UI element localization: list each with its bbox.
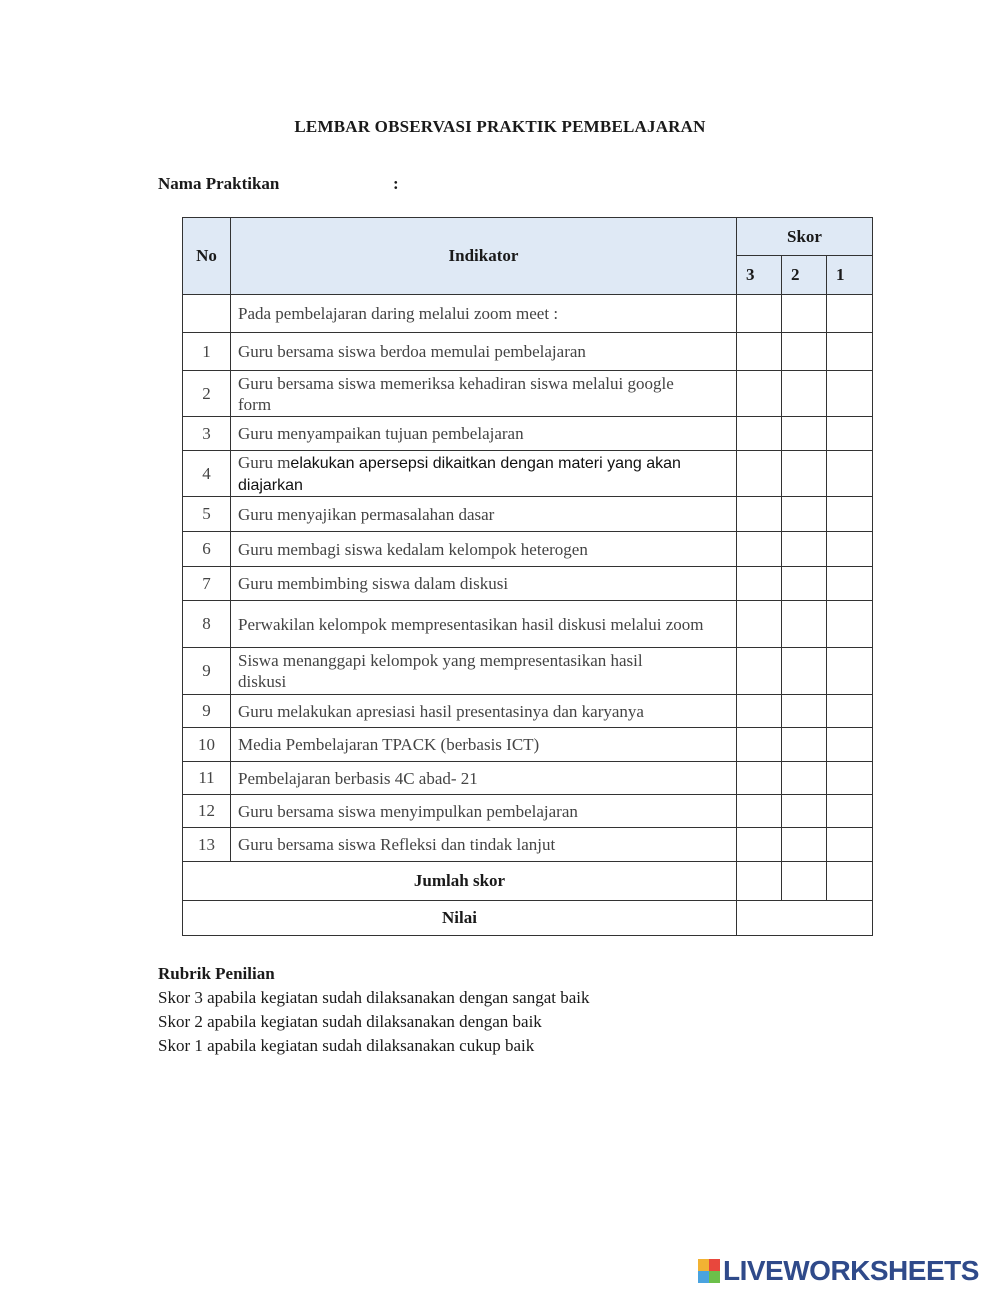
page-title: LEMBAR OBSERVASI PRAKTIK PEMBELAJARAN bbox=[294, 117, 706, 136]
score-cell-3[interactable] bbox=[737, 497, 782, 532]
table-header-row bbox=[183, 218, 873, 256]
nilai-row bbox=[183, 901, 873, 936]
table-row bbox=[183, 371, 873, 417]
table-row bbox=[183, 567, 873, 601]
score-cell-3[interactable] bbox=[737, 828, 782, 862]
rubrik-line: Skor 1 apabila kegiatan sudah dilaksanakan cukup baik bbox=[158, 1036, 535, 1055]
row-no: 3 bbox=[183, 417, 231, 451]
row-no: 13 bbox=[183, 828, 231, 862]
score-cell-3[interactable] bbox=[737, 695, 782, 728]
score-cell-3[interactable] bbox=[737, 371, 782, 417]
row-no: 1 bbox=[183, 333, 231, 371]
rubrik-line: Skor 2 apabila kegiatan sudah dilaksanakan dengan baik bbox=[158, 1012, 542, 1031]
score-cell-2[interactable] bbox=[782, 333, 827, 371]
score-cell-1[interactable] bbox=[827, 532, 873, 567]
row-no: 4 bbox=[183, 451, 231, 497]
row-no: 10 bbox=[183, 728, 231, 762]
rubrik-section bbox=[158, 962, 589, 1058]
score-cell-3[interactable] bbox=[737, 295, 782, 333]
jumlah-skor-cell-1[interactable] bbox=[827, 862, 873, 901]
score-cell-3[interactable] bbox=[737, 567, 782, 601]
score-cell-2[interactable] bbox=[782, 728, 827, 762]
observation-table bbox=[182, 217, 873, 936]
liveworksheets-logo-icon bbox=[698, 1259, 720, 1283]
row-indikator: Pada pembelajaran daring melalui zoom meet : bbox=[231, 295, 737, 333]
score-cell-2[interactable] bbox=[782, 695, 827, 728]
score-cell-2[interactable] bbox=[782, 532, 827, 567]
score-cell-1[interactable] bbox=[827, 601, 873, 648]
score-cell-3[interactable] bbox=[737, 601, 782, 648]
jumlah-skor-cell-3[interactable] bbox=[737, 862, 782, 901]
liveworksheets-logo-text: LIVEWORKSHEETS bbox=[723, 1255, 979, 1286]
table-row bbox=[183, 601, 873, 648]
row-indikator: Guru membimbing siswa dalam diskusi bbox=[231, 567, 737, 601]
score-cell-2[interactable] bbox=[782, 371, 827, 417]
score-cell-2[interactable] bbox=[782, 497, 827, 532]
header-indikator: Indikator bbox=[231, 218, 737, 295]
table-row bbox=[183, 795, 873, 828]
row-no: 6 bbox=[183, 532, 231, 567]
table-row bbox=[183, 695, 873, 728]
row-indikator: Pembelajaran berbasis 4C abad- 21 bbox=[231, 762, 737, 795]
score-cell-1[interactable] bbox=[827, 567, 873, 601]
jumlah-skor-row bbox=[183, 862, 873, 901]
score-cell-1[interactable] bbox=[827, 417, 873, 451]
row-indikator bbox=[231, 451, 737, 497]
table-row bbox=[183, 532, 873, 567]
score-cell-1[interactable] bbox=[827, 828, 873, 862]
score-cell-1[interactable] bbox=[827, 795, 873, 828]
table-row bbox=[183, 497, 873, 532]
row-no: 12 bbox=[183, 795, 231, 828]
row-no: 5 bbox=[183, 497, 231, 532]
row-no: 9 bbox=[183, 695, 231, 728]
skor-col-1: 1 bbox=[827, 256, 873, 295]
header-skor: Skor bbox=[737, 218, 873, 256]
score-cell-1[interactable] bbox=[827, 648, 873, 695]
score-cell-1[interactable] bbox=[827, 762, 873, 795]
skor-col-3: 3 bbox=[737, 256, 782, 295]
score-cell-2[interactable] bbox=[782, 295, 827, 333]
score-cell-2[interactable] bbox=[782, 762, 827, 795]
score-cell-3[interactable] bbox=[737, 648, 782, 695]
row-no bbox=[183, 295, 231, 333]
score-cell-2[interactable] bbox=[782, 648, 827, 695]
table-row bbox=[183, 333, 873, 371]
score-cell-3[interactable] bbox=[737, 795, 782, 828]
row-no: 11 bbox=[183, 762, 231, 795]
table-row bbox=[183, 451, 873, 497]
row-indikator: Guru bersama siswa Refleksi dan tindak lanjut bbox=[231, 828, 737, 862]
table-row bbox=[183, 828, 873, 862]
row-indikator: Guru bersama siswa berdoa memulai pembelajaran bbox=[231, 333, 737, 371]
score-cell-1[interactable] bbox=[827, 451, 873, 497]
score-cell-3[interactable] bbox=[737, 333, 782, 371]
rubrik-line: Skor 3 apabila kegiatan sudah dilaksanakan dengan sangat baik bbox=[158, 988, 590, 1007]
score-cell-3[interactable] bbox=[737, 728, 782, 762]
score-cell-1[interactable] bbox=[827, 333, 873, 371]
table-row bbox=[183, 417, 873, 451]
score-cell-2[interactable] bbox=[782, 451, 827, 497]
nilai-cell[interactable] bbox=[737, 901, 873, 936]
score-cell-3[interactable] bbox=[737, 417, 782, 451]
row-indikator: Perwakilan kelompok mempresentasikan hasil diskusi melalui zoom bbox=[231, 601, 737, 648]
score-cell-2[interactable] bbox=[782, 828, 827, 862]
row-indikator: Guru bersama siswa memeriksa kehadiran siswa melalui google form bbox=[231, 371, 737, 417]
table-row bbox=[183, 728, 873, 762]
score-cell-3[interactable] bbox=[737, 762, 782, 795]
score-cell-3[interactable] bbox=[737, 532, 782, 567]
score-cell-2[interactable] bbox=[782, 417, 827, 451]
score-cell-1[interactable] bbox=[827, 371, 873, 417]
row-indikator: Media Pembelajaran TPACK (berbasis ICT) bbox=[231, 728, 737, 762]
jumlah-skor-cell-2[interactable] bbox=[782, 862, 827, 901]
skor-col-2: 2 bbox=[782, 256, 827, 295]
row-indikator: Guru melakukan apresiasi hasil presentasinya dan karyanya bbox=[231, 695, 737, 728]
row-indikator-part-a: Guru m bbox=[238, 452, 291, 472]
score-cell-1[interactable] bbox=[827, 728, 873, 762]
score-cell-1[interactable] bbox=[827, 497, 873, 532]
row-indikator: Guru bersama siswa menyimpulkan pembelajaran bbox=[231, 795, 737, 828]
nama-praktikan-label: Nama Praktikan bbox=[158, 174, 280, 193]
liveworksheets-logo bbox=[698, 1256, 979, 1286]
row-indikator: Guru menyajikan permasalahan dasar bbox=[231, 497, 737, 532]
score-cell-2[interactable] bbox=[782, 795, 827, 828]
table-row-intro bbox=[183, 295, 873, 333]
jumlah-skor-label: Jumlah skor bbox=[183, 862, 737, 901]
row-no: 2 bbox=[183, 371, 231, 417]
score-cell-1[interactable] bbox=[827, 695, 873, 728]
table-row bbox=[183, 762, 873, 795]
row-no: 8 bbox=[183, 601, 231, 648]
score-cell-2[interactable] bbox=[782, 601, 827, 648]
row-no: 9 bbox=[183, 648, 231, 695]
nama-praktikan-field bbox=[158, 174, 399, 194]
row-indikator: Guru menyampaikan tujuan pembelajaran bbox=[231, 417, 737, 451]
score-cell-1[interactable] bbox=[827, 295, 873, 333]
row-no: 7 bbox=[183, 567, 231, 601]
header-no: No bbox=[183, 218, 231, 295]
rubrik-title: Rubrik Penilian bbox=[158, 964, 275, 983]
row-indikator: Siswa menanggapi kelompok yang mempresentasikan hasil diskusi bbox=[231, 648, 737, 695]
table-row bbox=[183, 648, 873, 695]
nama-praktikan-colon: : bbox=[393, 174, 399, 193]
score-cell-3[interactable] bbox=[737, 451, 782, 497]
score-cell-2[interactable] bbox=[782, 567, 827, 601]
row-indikator-part-b: elakukan apersepsi dikaitkan dengan materi yang akan diajarkan bbox=[238, 454, 681, 494]
nilai-label: Nilai bbox=[183, 901, 737, 936]
row-indikator: Guru membagi siswa kedalam kelompok heterogen bbox=[231, 532, 737, 567]
